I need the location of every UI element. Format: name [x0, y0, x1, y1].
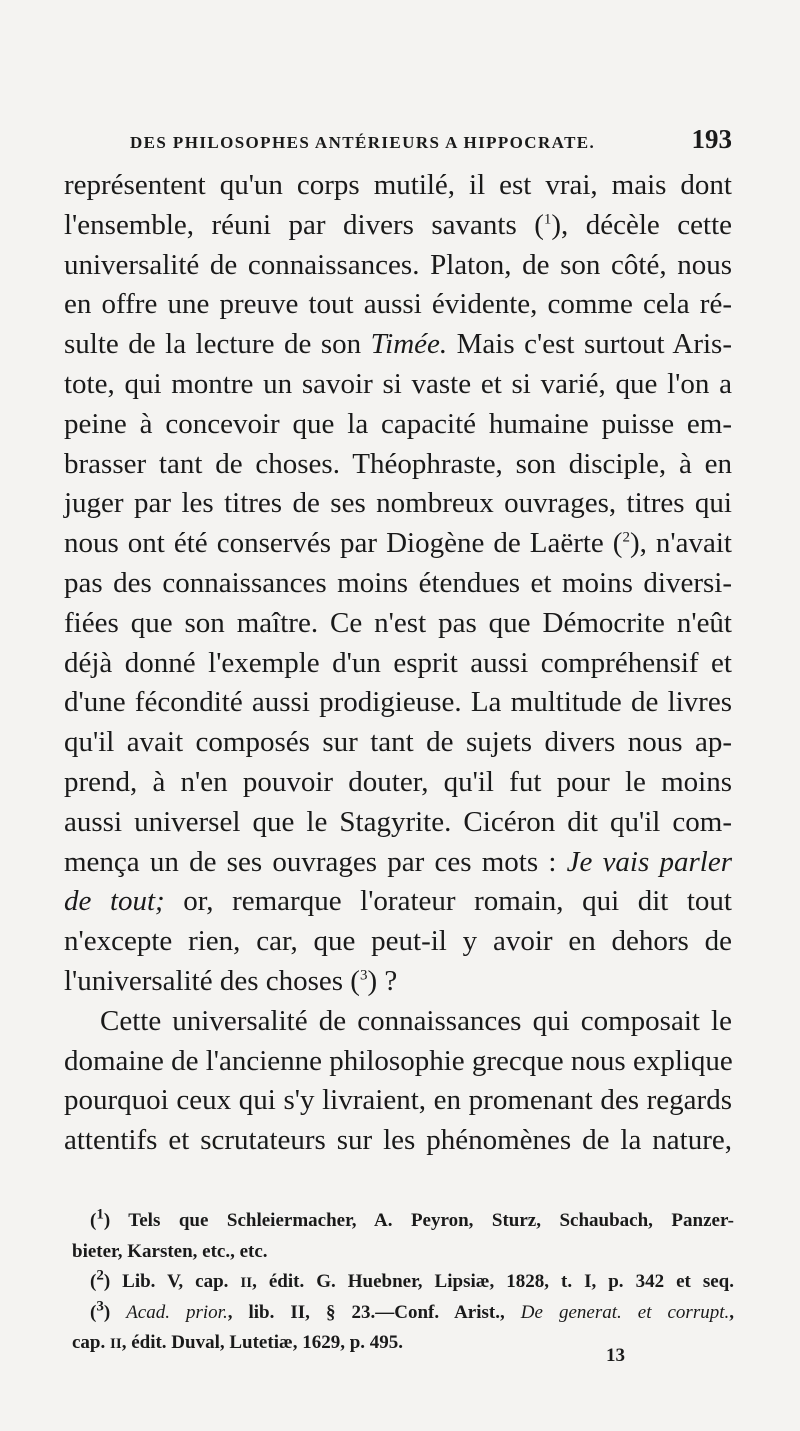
footnote-3: ($^3$) Acad. prior., lib. II, § 23.—Conf. Arist., De generat. et corrupt., — [90, 1298, 735, 1323]
text-line: brasser tant de choses. Théophraste, son disciple, à en — [64, 447, 732, 480]
footnote-1: ($^1$) Tels que Schleiermacher, A. Peyron, Sturz, Schaubach, Panzer- — [90, 1206, 734, 1231]
text-line: fiées que son maître. Ce n'est pas que Démocrite n'eût — [64, 606, 732, 639]
text-line: Cette universalité de connaissances qui composait le — [100, 1004, 732, 1037]
text-line: peine à concevoir que la capacité humaine puisse em- — [64, 407, 732, 440]
text-line: prend, à n'en pouvoir douter, qu'il fut pour le moins — [64, 765, 732, 798]
text-line: pas des connaissances moins étendues et moins diversi- — [64, 566, 732, 599]
text-line: juger par les titres de ses nombreux ouvrages, titres qui — [64, 487, 732, 520]
text-line: qu'il avait composés sur tant de sujets divers nous ap- — [64, 726, 732, 759]
footnote-1-cont: bieter, Karsten, etc., etc. — [72, 1240, 268, 1262]
footnotes — [72, 1206, 734, 1359]
text-line: n'excepte rien, car, que peut-il y avoir en dehors de — [64, 925, 732, 958]
text-line: l'universalité des choses ($^3$) ? — [64, 964, 398, 997]
footnote-ref: 1 — [543, 211, 552, 228]
page-number: 193 — [691, 124, 732, 154]
footnote-marker: 1 — [96, 1206, 104, 1223]
body-text — [64, 166, 732, 1161]
italic-quote: Je vais parler — [566, 845, 732, 878]
text-line: pourquoi ceux qui s'y livraient, en promenant des regards — [64, 1084, 732, 1117]
footnote-3-cont: cap. II, édit. Duval, Lutetiæ, 1629, p. 495. — [72, 1332, 404, 1353]
text-line: de tout; or, remarque l'orateur romain, qui dit tout — [64, 885, 732, 918]
text-line: sulte de la lecture de son Timée. Mais c'est surtout Aris- — [64, 328, 732, 361]
text-line: d'une fécondité aussi prodigieuse. La multitude de livres — [64, 686, 732, 719]
text-line: domaine de l'ancienne philosophie grecque nous explique — [64, 1044, 733, 1077]
footnote-marker: 3 — [96, 1298, 104, 1315]
text-line: aussi universel que le Stagyrite. Cicéron dit qu'il com- — [64, 805, 732, 838]
italic-title: Timée. — [370, 328, 448, 361]
footnote-ref: 2 — [622, 529, 630, 546]
text-line: mença un de ses ouvrages par ces mots : Je vais parler — [64, 845, 732, 878]
text-line: représentent qu'un corps mutilé, il est vrai, mais dont — [64, 169, 732, 201]
signature-mark: 13 — [606, 1345, 625, 1366]
running-title: DES PHILOSOPHES ANTÉRIEURS A HIPPOCRATE. — [130, 133, 596, 152]
italic-quote: de tout; — [64, 885, 165, 918]
text-line: universalité de connaissances. Platon, de son côté, nous — [64, 248, 732, 281]
text-line: nous ont été conservés par Diogène de Laërte ($^2$), n'avait — [64, 527, 732, 560]
text-line: tote, qui montre un savoir si vaste et si varié, que l'on a — [64, 367, 732, 400]
running-header — [130, 124, 732, 155]
footnote-2: ($^2$) Lib. V, cap. II, édit. G. Huebner, Lipsiæ, 1828, t. I, p. 342 et seq. — [90, 1267, 734, 1292]
text-line: déjà donné l'exemple d'un esprit aussi compréhensif et — [64, 646, 732, 679]
footnote-marker: 2 — [96, 1267, 104, 1284]
text-line: attentifs et scrutateurs sur les phénomènes de la nature, — [64, 1124, 732, 1157]
footnote-ref: 3 — [359, 967, 368, 984]
text-line: l'ensemble, réuni par divers savants ($^1$), décèle cette — [64, 208, 732, 241]
text-line: en offre une preuve tout aussi évidente, comme cela ré- — [64, 288, 732, 321]
